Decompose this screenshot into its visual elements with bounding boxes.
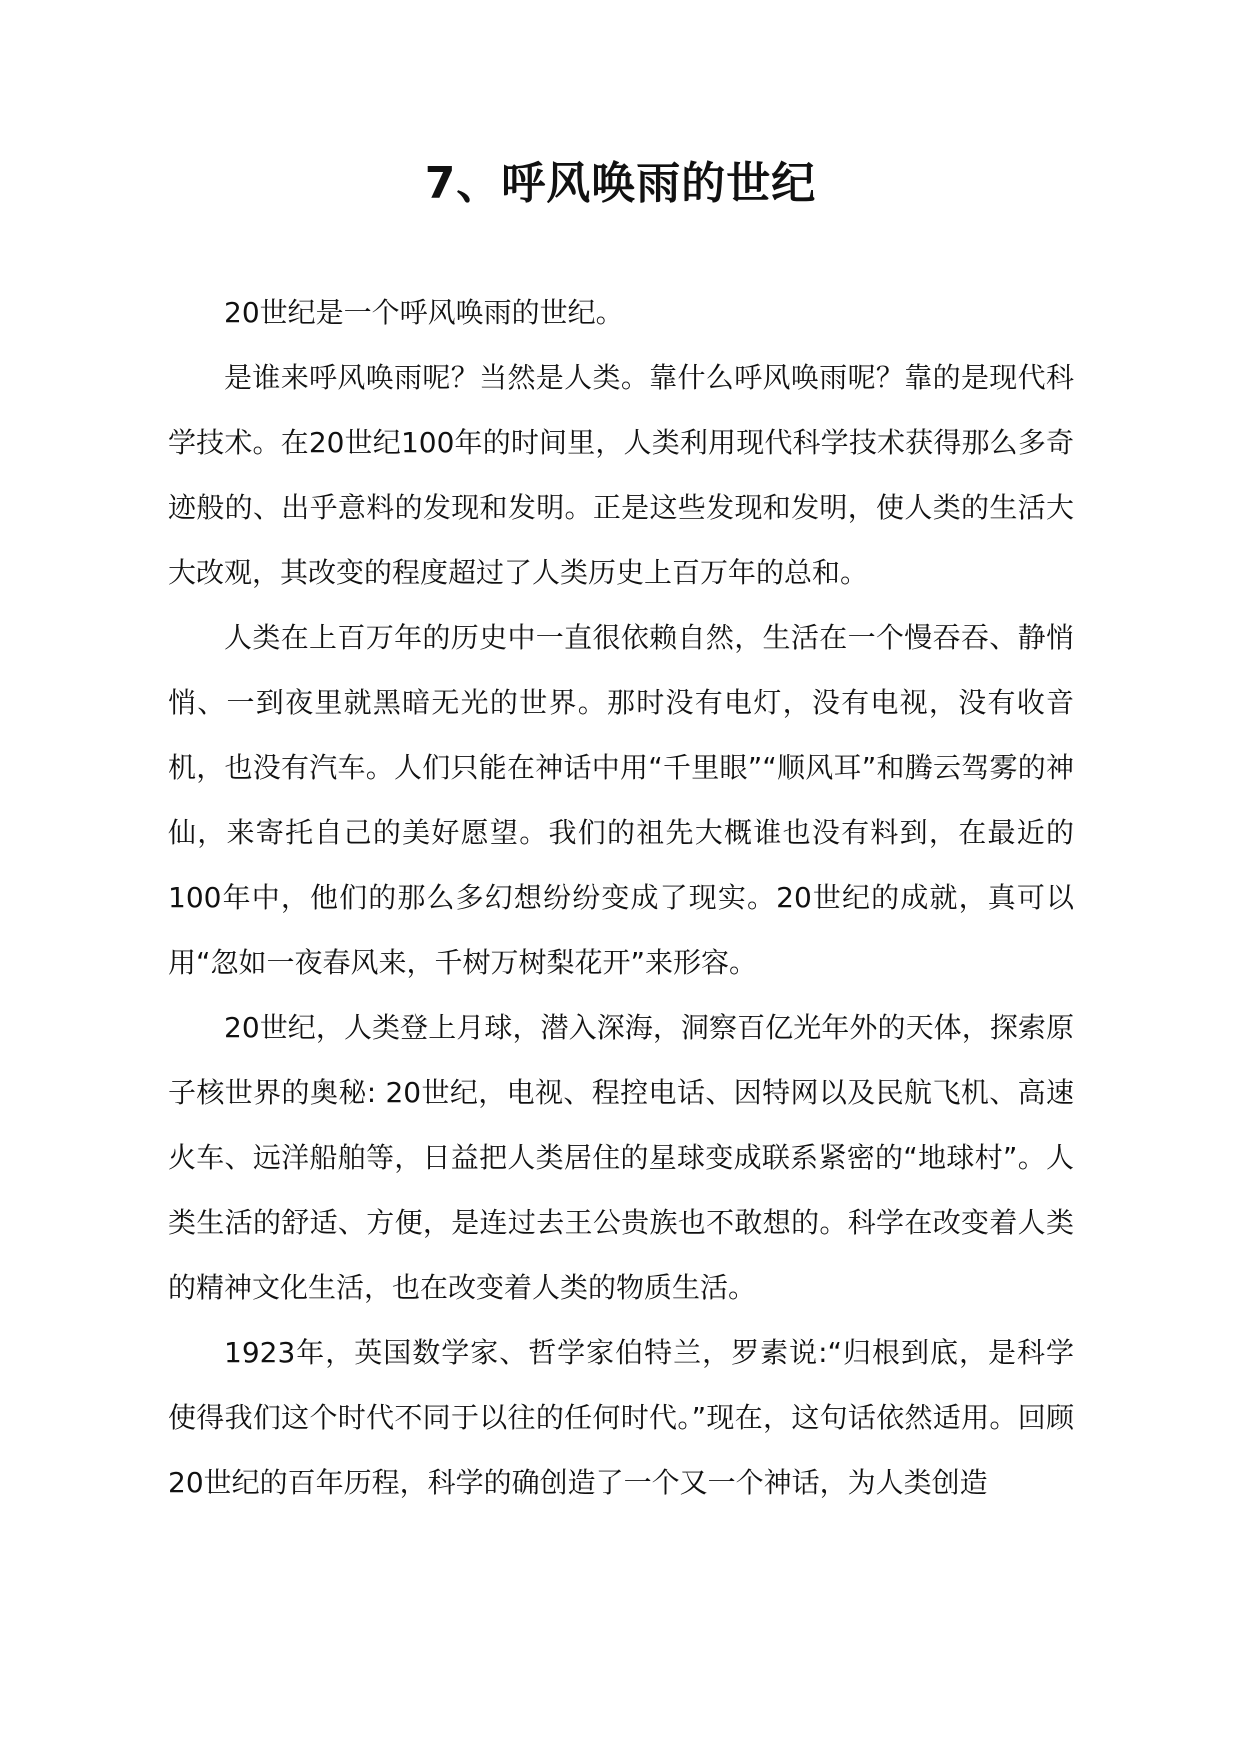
paragraph: 1923年，英国数学家、哲学家伯特兰，罗素说:“归根到底，是科学使得我们这个时代不同于以往的任何时代。”现在，这句话依然适用。回顾20世纪的百年历程，科学的确创造了一个又一个神话，为人类创造 [168, 1336, 1074, 1499]
document-body [168, 280, 1074, 1515]
paragraph: 是谁来呼风唤雨呢？当然是人类。靠什么呼风唤雨呢？靠的是现代科学技术。在20世纪100年的时间里，人类利用现代科学技术获得那么多奇迹般的、出乎意料的发现和发明。正是这些发现和发明，使人类的生活大大改观，其改变的程度超过了人类历史上百万年的总和。 [168, 361, 1074, 589]
document-title: 7、呼风唤雨的世纪 [424, 158, 817, 209]
paragraph: 20世纪，人类登上月球，潜入深海，洞察百亿光年外的天体，探索原子核世界的奥秘: 20世纪，电视、程控电话、因特网以及民航飞机、高速火车、远洋船舶等，日益把人类居住的星球变成联系紧密的“地球村”。人类生活的舒适、方便，是连过去王公贵族也不敢想的。科学在改变着人类的精神文化生活，也在改变着人类的物质生活。 [168, 1011, 1074, 1304]
paragraph: 人类在上百万年的历史中一直很依赖自然，生活在一个慢吞吞、静悄悄、一到夜里就黑暗无光的世界。那时没有电灯，没有电视，没有收音机，也没有汽车。人们只能在神话中用“千里眼”“顺风耳”和腾云驾雾的神仙，来寄托自己的美好愿望。我们的祖先大概谁也没有料到，在最近的100年中，他们的那么多幻想纷纷变成了现实。20世纪的成就，真可以用“忽如一夜春风来，千树万树梨花开”来形容。 [168, 621, 1074, 979]
paragraph: 20世纪是一个呼风唤雨的世纪。 [224, 296, 624, 329]
